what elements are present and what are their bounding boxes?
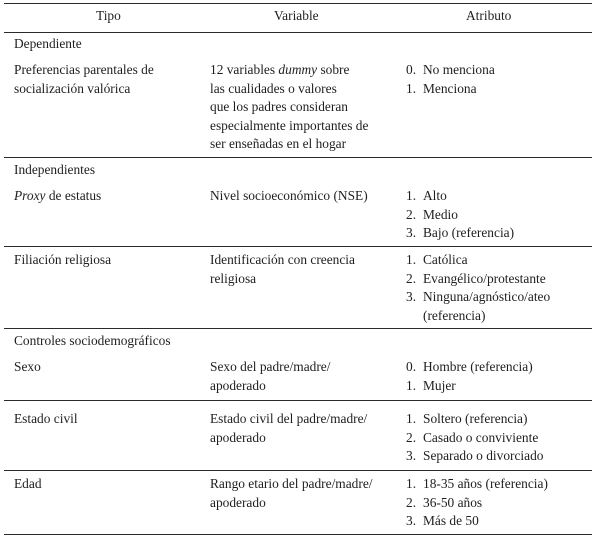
variable-line — [210, 61, 368, 80]
attr-item: 3. Más de 50 — [406, 513, 479, 529]
variable-edad — [210, 475, 372, 512]
section-independientes: Independientes — [14, 162, 96, 177]
tipo-line: socialización valórica — [14, 80, 131, 96]
proxy-tail: de estatus — [45, 188, 102, 203]
tipo-estado-civil: Estado civil — [14, 411, 78, 426]
tipo-preferencias — [14, 61, 154, 98]
attrs-dependiente — [406, 61, 495, 98]
rule-after-sexo — [4, 400, 592, 401]
attr-item: 3. Bajo (referencia) — [406, 225, 515, 241]
variable-line: las cualidades o valores — [210, 80, 337, 96]
section-dependiente: Dependiente — [14, 36, 82, 51]
header-atributo: Atributo — [466, 8, 512, 23]
proxy-em: Proxy — [14, 188, 46, 203]
rule-header — [4, 32, 592, 33]
tipo-proxy — [14, 187, 101, 206]
variable-lead: 12 variables — [210, 62, 279, 77]
attr-continuation: (referencia) — [423, 307, 486, 323]
rule-top — [4, 3, 592, 4]
variable-line: Identificación con creencia — [210, 252, 355, 267]
attr-item: 3. Ninguna/agnóstico/ateo — [406, 289, 551, 305]
rule-after-filiacion — [4, 328, 592, 329]
attr-item: 2. Evangélico/protestante — [406, 270, 546, 286]
attr-item: 0. Hombre (referencia) — [406, 359, 533, 374]
attr-item: 2. Medio — [406, 206, 458, 222]
variable-dummy-em: dummy — [278, 62, 318, 77]
attr-item: 1. Soltero (referencia) — [406, 411, 528, 426]
rule-bottom — [4, 534, 592, 535]
variable-nse: Nivel socioeconómico (NSE) — [210, 188, 368, 203]
variable-line: que los padres consideran — [210, 99, 348, 115]
header-variable: Variable — [274, 8, 319, 23]
attr-item: 1. 18-35 años (referencia) — [406, 476, 548, 491]
variable-line: Sexo del padre/madre/ — [210, 359, 331, 374]
variable-line: Rango etario del padre/madre/ — [210, 476, 373, 491]
attr-item: 3. Separado o divorciado — [406, 448, 544, 464]
rule-after-proxy — [4, 246, 592, 247]
rule-after-civil — [4, 470, 592, 471]
attr-item: 0. No menciona — [406, 62, 495, 77]
variable-line: especialmente importantes de — [210, 117, 369, 133]
variable-line: Estado civil del padre/madre/ — [210, 411, 368, 426]
attr-item: 1. Mujer — [406, 377, 456, 393]
variable-filiacion — [210, 251, 355, 288]
variable-line: ser enseñadas en el hogar — [210, 136, 347, 152]
rule-after-dependiente — [4, 157, 592, 158]
variable-sexo — [210, 358, 330, 395]
tipo-line: Preferencias parentales de — [14, 62, 154, 77]
tipo-filiacion: Filiación religiosa — [14, 252, 112, 267]
variable-line: religiosa — [210, 270, 257, 286]
attr-item: 1. Alto — [406, 188, 447, 203]
attrs-proxy — [406, 187, 514, 243]
attrs-filiacion — [406, 251, 550, 325]
variable-dummy — [210, 61, 368, 154]
attr-item: 1. Católica — [406, 252, 468, 267]
variable-line: apoderado — [210, 429, 266, 445]
attr-item: 2. Casado o conviviente — [406, 429, 539, 445]
variable-line: apoderado — [210, 494, 266, 510]
attr-item: 1. Menciona — [406, 80, 477, 96]
header-tipo: Tipo — [96, 8, 121, 23]
variable-tail: sobre — [317, 62, 350, 77]
variable-estado-civil — [210, 410, 367, 447]
attrs-estado-civil — [406, 410, 543, 466]
attrs-sexo — [406, 358, 533, 395]
attrs-edad — [406, 475, 548, 531]
attr-item: 2. 36-50 años — [406, 494, 483, 510]
section-controles: Controles sociodemográficos — [14, 333, 171, 348]
tipo-edad: Edad — [14, 476, 42, 491]
tipo-sexo: Sexo — [14, 359, 41, 374]
variable-line: apoderado — [210, 377, 266, 393]
